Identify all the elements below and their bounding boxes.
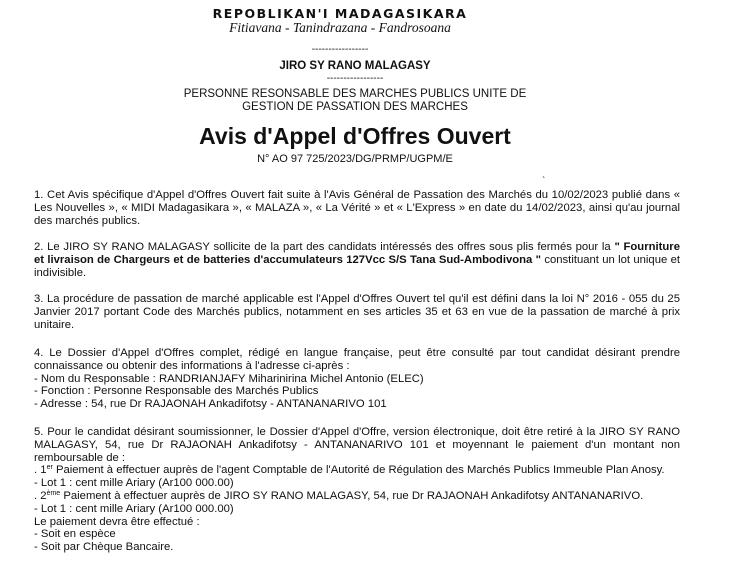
responsible-line-1: PERSONNE RESONSABLE DES MARCHES PUBLICS UNITE DE (183, 88, 527, 100)
paragraph-2-start: 2. Le JIRO SY RANO MALAGASY sollicite de la part des candidats intéressés des offres sous plis fermés pour la (34, 241, 611, 253)
contact-function: - Fonction : Personne Responsable des Marchés Publics (34, 385, 319, 398)
paragraph-2 (34, 241, 680, 279)
paragraph-4: 4. Le Dossier d'Appel d'Offres complet, rédigé en langue française, peut être consulté par tout candidat désirant prendre connaissance ou obtenir des informations à l'adresse ci-après : - Nom du Responsable : RANDRIANJAFY Miharinirina Michel Antonio (ELEC) - Fonction : Personne Responsable des Marchés Publics - Adresse : 54, rue Dr RAJAONAH Ankadifotsy - ANTANANARIVO 101 (34, 347, 680, 411)
payment-2: . 2ème Paiement à effectuer auprès de JIRO SY RANO MALAGASY, 54, rue Dr RAJAONAH Ankadifotsy ANTANANARIVO. (34, 489, 644, 502)
paragraph-2-end: constituant un lot unique et indivisible. (34, 253, 680, 279)
paragraph-2-subject: " Fourniture et livraison de Chargeurs et de batteries d'accumulateurs 127Vcc S/S Tana Sud-Ambodivona " (34, 241, 680, 266)
payment-mode-cheque: - Soit par Chèque Bancaire. (34, 541, 174, 554)
organization-name: JIRO SY RANO MALAGASY (279, 60, 431, 72)
tick-mark: ` (542, 176, 546, 187)
paragraph-1: 1. Cet Avis spécifique d'Appel d'Offres Ouvert fait suite à l'Avis Général de Passation des Marchés du 10/02/2023 publié dans « Les Nouvelles », « MIDI Madagasikara », « MALAZA », « La Vérité » et « L'Express » en date du 14/02/2023, ainsi qu'au journal des marchés publics. (34, 189, 680, 227)
separator-top: ----------------- (311, 44, 369, 55)
responsible-unit (0, 88, 710, 114)
payment-mode-cash: - Soit en espèce (34, 528, 116, 541)
republic-heading: REPOBLIKAN'I MADAGASIKARA (212, 6, 468, 21)
payment-mode: Le paiement devra être effectué : (34, 515, 200, 528)
contact-address: - Adresse : 54, rue Dr RAJAONAH Ankadifotsy - ANTANANARIVO 101 (34, 398, 387, 411)
payment-1-lot: - Lot 1 : cent mille Ariary (Ar100 000.00) (34, 477, 234, 490)
paragraph-5: 5. Pour le candidat désirant soumissionner, le Dossier d'Appel d'Offre, version électronique, doit être retiré à la JIRO SY RANO MALAGASY, 54, rue Dr RAJAONAH Ankadifotsy - ANTANANARIVO 101 et moyennant le paiement d'un montant non remboursable de : . 1er Paiement à effectuer auprès de l'agent Comptable de l'Autorité de Régulation des Marchés Publics Immeuble Plan Anosy. - Lot 1 : cent mille Ariary (Ar100 000.00) . 2ème Paiement à effectuer auprès de JIRO SY RANO MALAGASY, 54, rue Dr RAJAONAH Ankadifotsy ANTANANARIVO. - Lot 1 : cent mille Ariary (Ar100 000.00) Le paiement devra être effectué : - Soit en espèce - Soit par Chèque Bancaire. (34, 426, 680, 554)
payment-1: . 1er Paiement à effectuer auprès de l'agent Comptable de l'Autorité de Régulation des Marchés Publics Immeuble Plan Anosy. (34, 464, 665, 477)
page-title: Avis d'Appel d'Offres Ouvert (199, 123, 511, 149)
payment-2-lot: - Lot 1 : cent mille Ariary (Ar100 000.00) (34, 502, 234, 515)
paragraph-3: 3. La procédure de passation de marché applicable est l'Appel d'Offres Ouvert tel qu'il est défini dans la loi N° 2016 - 055 du 25 Janvier 2017 portant Code des Marchés publics, notamment en ses articles 35 et 63 en vue de la passation de marché à prix unitaire. (34, 293, 680, 331)
separator-bottom: ----------------- (326, 73, 384, 84)
responsible-line-2: GESTION DE PASSATION DES MARCHES (242, 101, 468, 113)
reference-number: N° AO 97 725/2023/DG/PRMP/UGPM/E (257, 153, 453, 165)
national-motto: Fitiavana - Tanindrazana - Fandrosoana (229, 20, 451, 35)
contact-name: - Nom du Responsable : RANDRIANJAFY Miharinirina Michel Antonio (ELEC) (34, 372, 424, 385)
